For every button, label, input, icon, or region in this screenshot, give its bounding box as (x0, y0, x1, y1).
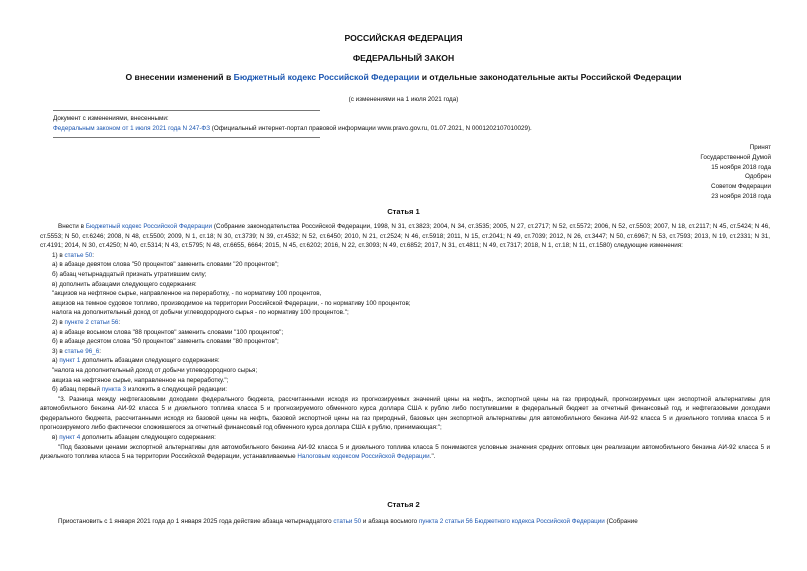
article-2-body (40, 517, 770, 527)
quote-line: акцизов на темное судовое топливо, производимое на территории Российской Федерации, - по нормативу 100 процентов; (52, 299, 411, 307)
intro-text: (Собрание законодательства Российской Федерации, 1998, N 31, ст.3823; 2004, N 34, ст.3535; 2005, N 27, ст.2717; N 52, ст.5572; 2006, N 52, ст.5503; 2007, N 18, ст.2117; N 45, ст.5424; N 46, ст.5553; N 50, ст.6246; 2008, N 48, ст.5500; 2009, N 1, ст.18; N 30, ст.3739; N 39, ст.4532; N 52, ст.6450; 2010, N 21, ст.2524; N 46, ст.5918; 2011, N 15, ст.2041; N 49, ст.7039; 2012, N 26, ст.3447; N 50, ст.6967; N 53, ст.7593; 2013, N 19, ст.2331; N 31, ст.4191; 2014, N 30, ст.4250; N 40, ст.5314; N 43, ст.5795; N 48, ст.6655, 6664; 2015, N 45, ст.6202; 2016, N 22, ст.3093; N 49, ст.6852; 2017, N 31, ст.4811; N 49, ст.7317; 2018, N 1, ст.18; N 11, ст.1580) следующие изменения: (40, 223, 770, 250)
article-1-body (40, 222, 770, 462)
country-heading: РОССИЙСКАЯ ФЕДЕРАЦИЯ (344, 33, 463, 43)
quote-paragraph (40, 443, 770, 462)
item-3v (40, 433, 770, 443)
article-1-title: Статья 1 (387, 207, 420, 216)
adoption-line: 23 ноября 2018 года (711, 192, 771, 200)
item-text: в) (52, 434, 60, 442)
item-text: 2) в (52, 318, 65, 326)
article-1-intro (40, 222, 770, 251)
docinfo-top-rule (53, 110, 320, 111)
article-56-link[interactable]: пункте 2 статьи 56 (64, 318, 119, 326)
quote-text: "Под базовыми ценами экспортной альтернативы для автомобильного бензина АИ-92 класса 5 и дизельного топлива класса 5 понимаются условные значения средних оптовых цен реализации автомобильного бензина АИ-92 класса 5 и дизельного топлива класса 5 на территории Российской Федерации, устанавливаемые (40, 443, 770, 461)
doc-type-heading: ФЕДЕРАЛЬНЫЙ ЗАКОН (352, 53, 455, 63)
item-1b: б) абзац четырнадцатый признать утратившим силу; (52, 270, 207, 278)
item-3 (40, 347, 770, 357)
item-3b (40, 385, 770, 395)
item-text: : (92, 251, 94, 259)
edition-note: (с изменениями на 1 июля 2021 года) (348, 96, 459, 103)
article-2-text: и абзаца восьмого (361, 518, 419, 525)
law-title-prefix: О внесении изменений в (125, 72, 234, 82)
article-2-text: (Собрание (604, 518, 638, 525)
docinfo-label: Документ с изменениями, внесенными: (53, 115, 169, 122)
point-1-link[interactable]: пункт 1 (59, 357, 81, 365)
adoption-line: Одобрен (744, 173, 771, 181)
item-text: б) абзац первый (52, 386, 102, 394)
law-title (0, 73, 807, 82)
article-96-6-link[interactable]: статье 96_6 (64, 347, 100, 355)
docinfo-line (53, 124, 773, 134)
budget-code-link[interactable]: Бюджетный кодекс Российской Федерации (233, 72, 420, 82)
article-50-link[interactable]: статье 50 (64, 251, 93, 259)
item-text: : (118, 318, 121, 326)
law-title-suffix: и отдельные законодательные акты Российской Федерации (419, 72, 682, 82)
amending-law-link[interactable]: Федеральным законом от 1 июля 2021 года N 247-ФЗ (53, 124, 211, 132)
tax-code-link[interactable]: Налоговым кодексом Российской Федерации (297, 453, 430, 461)
quote-line: налога на дополнительный доход от добычи углеводородного сырья - по нормативу 100 процентов."; (52, 309, 349, 317)
adoption-line: Советом Федерации (711, 183, 771, 191)
item-2a: а) в абзаце восьмом слова "88 процентов" заменить словами "100 процентов"; (52, 328, 284, 336)
item-text: 1) в (52, 251, 65, 259)
docinfo-source: (Официальный интернет-портал правовой информации www.pravo.gov.ru, 01.07.2021, N 0001202107010029). (210, 124, 532, 132)
item-2 (40, 318, 770, 328)
quote-line: акциза на нефтяное сырье, направленное на переработку."; (52, 376, 229, 384)
docinfo-block (53, 114, 773, 134)
item-text: изложить в следующей редакции: (126, 386, 227, 394)
budget-code-link-2[interactable]: Бюджетный кодекс Российской Федерации (85, 223, 213, 230)
item-text: дополнить абзацем следующего содержания: (80, 434, 216, 442)
adoption-line: 15 ноября 2018 года (711, 163, 771, 171)
quote-line: "акцизов на нефтяное сырье, направленное на переработку, - по нормативу 100 процентов, (52, 290, 322, 298)
adoption-block (700, 143, 771, 202)
quote-text: .". (429, 453, 436, 461)
article-2-title: Статья 2 (387, 500, 420, 509)
item-text: 3) в (52, 347, 65, 355)
quote-paragraph: "3. Разница между нефтегазовыми доходами федерального бюджета, рассчитанными исходя из прогнозируемых значений цены на нефть, экспортной цены на газ природный, прогнозируемых цен экспортной альтернативы для автомобильного бензина АИ-92 класса 5 и дизельного топлива класса 5 и прогнозируемого обменного курса доллара США к рублю либо поступившими в федеральный бюджет за отчетный финансовый год, и нефтегазовыми доходами федерального бюджета, рассчитанными исходя из базовой цены на нефть, базовой экспортной цены на газ природный, базовых цен экспортной альтернативы для автомобильного бензина АИ-92 класса 5 и дизельного топлива класса 5 и прогнозируемого либо фактически сложившегося за отчетный финансовый год обменного курса доллара США к рублю, принимающая:"; (40, 395, 770, 432)
item-2b: б) в абзаце десятом слова "50 процентов" заменить словами "80 процентов"; (52, 338, 279, 346)
item-1a: а) в абзаце девятом слова "50 процентов" заменить словами "20 процентов"; (52, 261, 279, 269)
intro-text: Внести в (58, 223, 86, 230)
item-text: дополнить абзацами следующего содержания: (80, 357, 220, 365)
item-1c: в) дополнить абзацами следующего содержания: (52, 280, 197, 288)
article-50-link-2[interactable]: статьи 50 (333, 518, 362, 525)
point-4-link[interactable]: пункт 4 (59, 434, 81, 442)
article-56-code-link[interactable]: пункта 2 статьи 56 Бюджетного кодекса Российской Федерации (418, 518, 605, 525)
quote-line: "налога на дополнительный доход от добычи углеводородного сырья; (52, 366, 258, 374)
adoption-line: Государственной Думой (700, 153, 771, 161)
adoption-line: Принят (749, 144, 771, 151)
item-1 (40, 251, 770, 261)
item-text: а) (52, 357, 60, 365)
item-text: : (99, 347, 101, 355)
docinfo-bottom-rule (53, 137, 320, 138)
article-2-text: Приостановить с 1 января 2021 года до 1 января 2025 года действие абзаца четырнадцатого (58, 518, 334, 525)
item-3a (40, 356, 770, 366)
point-3-link[interactable]: пункта 3 (101, 386, 127, 394)
